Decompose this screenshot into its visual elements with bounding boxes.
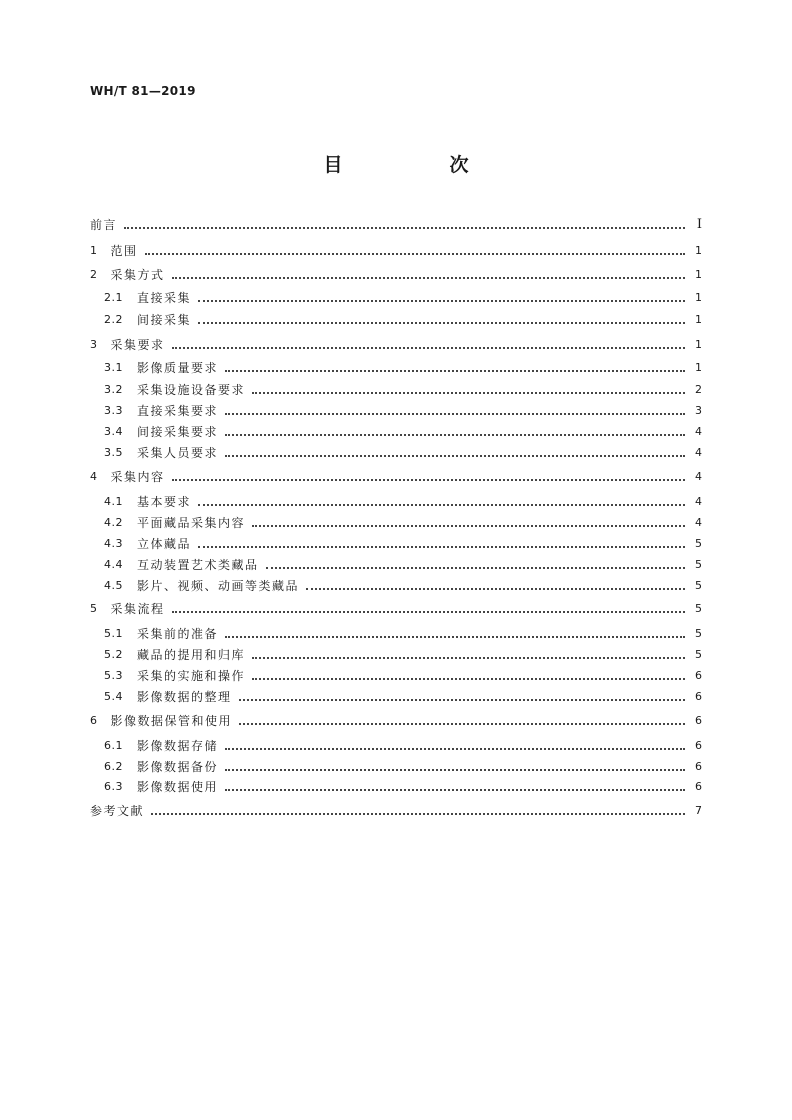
toc-entry-number: 4.2 <box>104 516 123 529</box>
toc-entry[interactable] <box>104 738 702 754</box>
toc-entry[interactable] <box>90 713 702 729</box>
toc-entry[interactable] <box>90 469 702 485</box>
toc-leader-dots <box>172 479 685 481</box>
toc-entry-label: 采集要求 <box>110 338 165 352</box>
toc-entry-number: 5.2 <box>104 648 123 661</box>
toc-entry-page: 6 <box>695 780 702 793</box>
toc-entry-page: 3 <box>695 404 702 417</box>
toc-entry-number: 6.3 <box>104 780 123 793</box>
toc-entry-page: 1 <box>695 338 702 351</box>
toc-entry-number: 6.1 <box>104 739 123 752</box>
toc-entry-number: 5.1 <box>104 627 123 640</box>
toc-leader-dots <box>172 277 685 279</box>
toc-entry-number: 1 <box>90 244 98 257</box>
toc-entry-label: 互动装置艺术类藏品 <box>137 558 259 572</box>
toc-leader-dots <box>172 347 685 349</box>
toc-entry-number: 5 <box>90 602 98 615</box>
toc-entry[interactable] <box>90 601 702 617</box>
toc-entry[interactable] <box>90 243 702 259</box>
toc-entry[interactable] <box>104 312 702 328</box>
toc-entry-page: 2 <box>695 383 702 396</box>
document-code: WH/T 81—2019 <box>90 84 196 98</box>
toc-entry-number: 3.1 <box>104 361 123 374</box>
toc-entry-number: 2.2 <box>104 313 123 326</box>
toc-leader-dots <box>225 370 685 372</box>
toc-entry[interactable] <box>104 536 702 552</box>
toc-leader-dots <box>225 455 685 457</box>
toc-entry[interactable] <box>104 779 702 795</box>
toc-entry-page: 5 <box>695 579 702 592</box>
toc-entry[interactable] <box>104 626 702 642</box>
toc-entry-label: 藏品的提用和归库 <box>137 648 246 662</box>
toc-leader-dots <box>124 227 685 229</box>
toc-entry-label: 采集内容 <box>110 470 165 484</box>
toc-entry-label: 直接采集 <box>137 291 192 305</box>
toc-entry-label: 影像数据使用 <box>137 780 219 794</box>
toc-entry[interactable] <box>104 403 702 419</box>
toc-entry-page: 1 <box>695 313 702 326</box>
toc-entry-page: I <box>696 217 702 232</box>
toc-entry-number: 3 <box>90 338 98 351</box>
toc-entry[interactable] <box>104 647 702 663</box>
toc-leader-dots <box>239 723 685 725</box>
toc-entry-page: 4 <box>695 446 702 459</box>
toc-entry-page: 4 <box>695 495 702 508</box>
toc-entry-number: 3.5 <box>104 446 123 459</box>
toc-entry-label: 立体藏品 <box>137 537 192 551</box>
toc-leader-dots <box>225 434 685 436</box>
toc-entry[interactable] <box>90 803 702 819</box>
toc-entry-page: 5 <box>695 537 702 550</box>
toc-entry-page: 5 <box>695 648 702 661</box>
toc-entry-number: 4.1 <box>104 495 123 508</box>
toc-leader-dots <box>225 636 685 638</box>
toc-entry-label: 间接采集 <box>137 313 192 327</box>
toc-entry-page: 6 <box>695 669 702 682</box>
toc-leader-dots <box>252 678 685 680</box>
toc-leader-dots <box>145 253 685 255</box>
toc-leader-dots <box>225 748 685 750</box>
toc-entry-label: 影像数据的整理 <box>137 690 232 704</box>
toc-entry[interactable] <box>104 424 702 440</box>
toc-entry-label: 采集的实施和操作 <box>137 669 246 683</box>
toc-entry-page: 5 <box>695 602 702 615</box>
toc-entry-label: 影像数据备份 <box>137 760 219 774</box>
toc-entry-label: 影像数据保管和使用 <box>110 714 233 728</box>
toc-entry-label: 基本要求 <box>137 495 192 509</box>
toc-entry-page: 4 <box>695 516 702 529</box>
toc-entry[interactable] <box>104 494 702 510</box>
toc-entry[interactable] <box>104 759 702 775</box>
toc-leader-dots <box>306 588 685 590</box>
toc-entry-page: 1 <box>695 268 702 281</box>
toc-entry-number: 4.4 <box>104 558 123 571</box>
toc-entry[interactable] <box>104 578 702 594</box>
toc-entry-label: 影像数据存储 <box>137 739 219 753</box>
toc-entry[interactable] <box>104 445 702 461</box>
toc-leader-dots <box>172 611 685 613</box>
toc-entry-label: 平面藏品采集内容 <box>137 516 246 530</box>
toc-entry-page: 6 <box>695 690 702 703</box>
toc-entry-label: 参考文献 <box>90 804 145 818</box>
toc-entry-label: 采集设施设备要求 <box>137 383 246 397</box>
toc-entry-label: 采集流程 <box>110 602 165 616</box>
toc-entry-label: 前言 <box>90 218 118 232</box>
toc-leader-dots <box>198 504 685 506</box>
toc-entry[interactable] <box>104 557 702 573</box>
toc-leader-dots <box>252 525 685 527</box>
toc-entry-number: 2 <box>90 268 98 281</box>
toc-entry-number: 6.2 <box>104 760 123 773</box>
toc-entry-page: 6 <box>695 739 702 752</box>
toc-entry[interactable] <box>104 515 702 531</box>
toc-entry-page: 1 <box>695 361 702 374</box>
toc-entry-page: 1 <box>695 244 702 257</box>
toc-leader-dots <box>198 546 685 548</box>
toc-entry-number: 3.3 <box>104 404 123 417</box>
toc-entry-label: 采集方式 <box>110 268 165 282</box>
toc-entry-number: 5.4 <box>104 690 123 703</box>
toc-entry-number: 5.3 <box>104 669 123 682</box>
toc-leader-dots <box>239 699 685 701</box>
toc-entry-label: 采集人员要求 <box>137 446 219 460</box>
toc-entry[interactable] <box>104 290 702 306</box>
toc-entry-page: 1 <box>695 291 702 304</box>
toc-entry-number: 2.1 <box>104 291 123 304</box>
toc-entry-label: 间接采集要求 <box>137 425 219 439</box>
toc-entry-label: 影片、视频、动画等类藏品 <box>137 579 300 593</box>
toc-entry-number: 3.2 <box>104 383 123 396</box>
toc-entry-page: 4 <box>695 425 702 438</box>
toc-entry-number: 4.5 <box>104 579 123 592</box>
toc-entry[interactable] <box>104 382 702 398</box>
toc-entry-label: 直接采集要求 <box>137 404 219 418</box>
page-title: 目 次 <box>323 154 513 176</box>
toc-entry-number: 3.4 <box>104 425 123 438</box>
toc-entry-number: 6 <box>90 714 98 727</box>
toc-entry[interactable] <box>104 689 702 705</box>
toc-entry-page: 6 <box>695 760 702 773</box>
toc-entry[interactable] <box>90 217 702 233</box>
toc-entry-label: 影像质量要求 <box>137 361 219 375</box>
toc-leader-dots <box>225 769 685 771</box>
toc-leader-dots <box>198 322 685 324</box>
toc-entry-page: 5 <box>695 558 702 571</box>
toc-leader-dots <box>252 657 685 659</box>
toc-entry-label: 范围 <box>110 244 138 258</box>
toc-entry-page: 4 <box>695 470 702 483</box>
toc-entry-page: 6 <box>695 714 702 727</box>
toc-entry[interactable] <box>90 267 702 283</box>
toc-leader-dots <box>266 567 685 569</box>
toc-entry[interactable] <box>104 668 702 684</box>
toc-leader-dots <box>198 300 685 302</box>
toc-entry[interactable] <box>104 360 702 376</box>
toc-entry-label: 采集前的准备 <box>137 627 219 641</box>
toc-leader-dots <box>252 392 685 394</box>
toc-entry-page: 7 <box>695 804 702 817</box>
toc-leader-dots <box>225 413 685 415</box>
toc-leader-dots <box>151 813 685 815</box>
toc-entry-number: 4.3 <box>104 537 123 550</box>
toc-entry[interactable] <box>90 337 702 353</box>
toc-leader-dots <box>225 789 685 791</box>
toc-entry-number: 4 <box>90 470 98 483</box>
toc-entry-page: 5 <box>695 627 702 640</box>
